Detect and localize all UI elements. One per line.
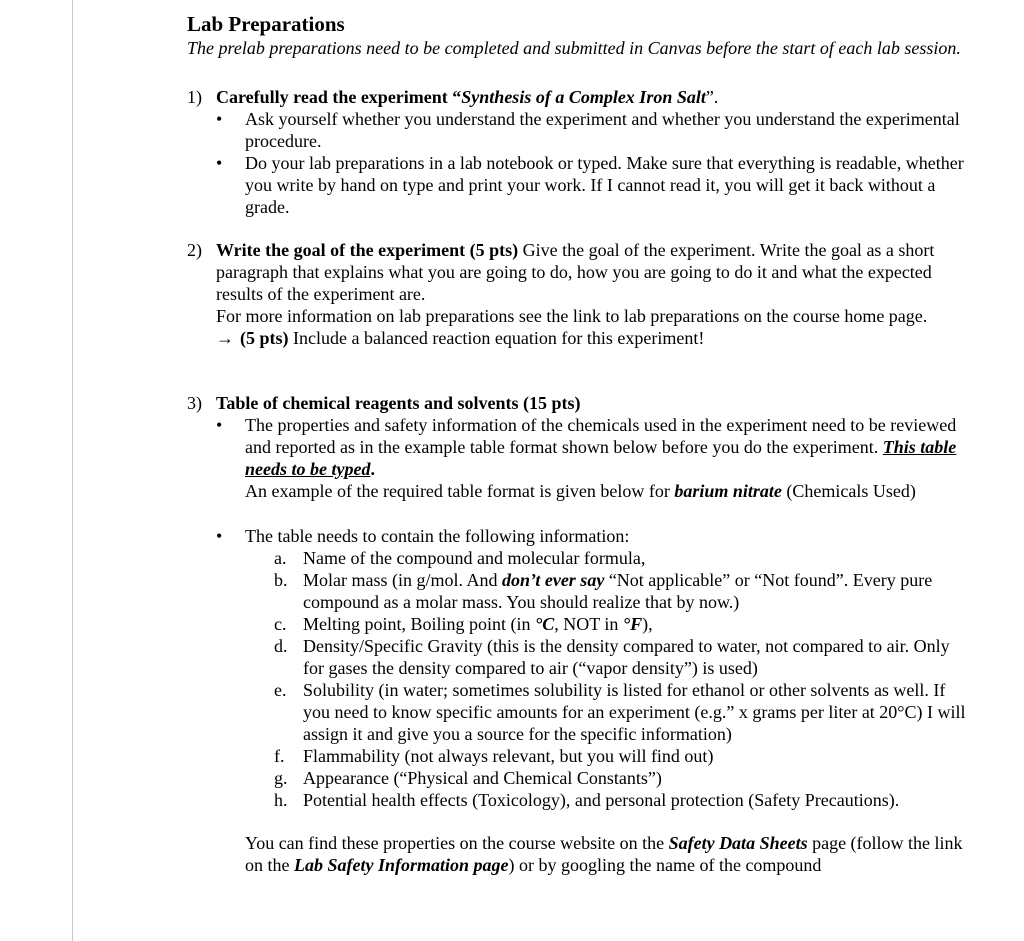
section-3-bullets: [216, 414, 967, 876]
list-item: b. Molar mass (in g/mol. And don’t ever say “Not applicable” or “Not found”. Every pure compound as a molar mass. You should realize that by now.): [274, 570, 933, 612]
page-title: Lab Preparations: [187, 12, 345, 36]
example-note: An example of the required table format is given below for barium nitrate (Chemicals Used): [245, 481, 916, 501]
list-item: h. Potential health effects (Toxicology), and personal protection (Safety Precautions).: [274, 790, 900, 810]
section-1-bullets: [216, 108, 967, 218]
list-item: d. Density/Specific Gravity (this is the density compared to water, not compared to air. Only for gases the density compared to air (“vapor density”) is used): [274, 636, 950, 678]
page-margin-line: [72, 0, 73, 941]
intro-paragraph: The prelab preparations need to be completed and submitted in Canvas before the start of each lab session.: [187, 38, 961, 58]
section-number: 3): [187, 393, 202, 413]
list-item: • The table needs to contain the following information: a. Name of the compound and molecular formula, b. Molar mass (in g/mol. And don’t ever say “Not applicable” or “Not found”. Every pure compound as a molar mass. You should realize that by now.) c. Melting point, Boiling point (in °C, NOT in °F), d. Density/Specific Gravity (this is the density compared to water, not compared to air. Only for gases the density compared to air (“vapor density”) is used) e. Solubility (in water; sometimes solubility is listed for ethanol or other solvents as well. If you need to know specific amounts for an experiment (e.g.” x grams per liter at 20°C) I will assign it and give you a source for the specific information) f. Flammability (not always relevant, but you will find out) g. Appearance (“Physical and Chemical Constants”) h. Potential health effects (Toxicology), and personal protection (Safety Precautions). You can find these properties on the course website on the Safety Data Sheets page (follow the link on the Lab Safety Information page) or by googling the name of the compound: [216, 526, 966, 875]
section-1: [187, 86, 967, 218]
section-2-goal: Write the goal of the experiment (5 pts) Give the goal of the experiment. Write the goal as a short paragraph that explains what you are going to do, how you are going to do it and what the expected results of the experiment are.: [216, 240, 935, 304]
section-number: 2): [187, 240, 202, 260]
section-2-equation-note: → (5 pts) Include a balanced reaction equation for this experiment!: [216, 328, 705, 348]
requirements-list: [245, 547, 967, 811]
bullet-icon: •: [216, 109, 223, 129]
list-item: f. Flammability (not always relevant, but you will find out): [274, 746, 714, 766]
bullet-icon: •: [216, 153, 223, 173]
section-2-more-info: For more information on lab preparations see the link to lab preparations on the course home page.: [216, 306, 928, 326]
sources-paragraph: You can find these properties on the course website on the Safety Data Sheets page (follow the link on the Lab Safety Information page) or by googling the name of the compound: [245, 833, 963, 875]
list-item: g. Appearance (“Physical and Chemical Constants”): [274, 768, 662, 788]
list-item: a. Name of the compound and molecular formula,: [274, 548, 646, 568]
section-1-heading: Carefully read the experiment “Synthesis of a Complex Iron Salt”.: [216, 87, 719, 107]
list-item: • Ask yourself whether you understand the experiment and whether you understand the experimental procedure.: [216, 109, 960, 151]
section-number: 1): [187, 87, 202, 107]
typed-requirement: This table needs to be typed: [245, 437, 957, 479]
section-2: [187, 239, 967, 349]
list-item: • The properties and safety information of the chemicals used in the experiment need to be reviewed and reported as in the example table format shown below before you do the experiment. This table needs to be typed. An example of the required table format is given below for barium nitrate (Chemicals Used): [216, 414, 967, 525]
section-3: [187, 392, 967, 876]
arrow-icon: →: [216, 328, 234, 348]
document-page: [187, 11, 967, 876]
list-item: e. Solubility (in water; sometimes solubility is listed for ethanol or other solvents as well. If you need to know specific amounts for an experiment (e.g.” x grams per liter at 20°C) I will assign it and give you a source for the specific information): [274, 680, 966, 744]
section-3-heading: Table of chemical reagents and solvents (15 pts): [216, 393, 581, 413]
list-item: c. Melting point, Boiling point (in °C, NOT in °F),: [274, 614, 653, 634]
list-item: • Do your lab preparations in a lab notebook or typed. Make sure that everything is readable, whether you write by hand on type and print your work. If I cannot read it, you will get it back without a grade.: [216, 153, 964, 217]
bullet-icon: •: [216, 415, 223, 435]
bullet-icon: •: [216, 526, 223, 546]
